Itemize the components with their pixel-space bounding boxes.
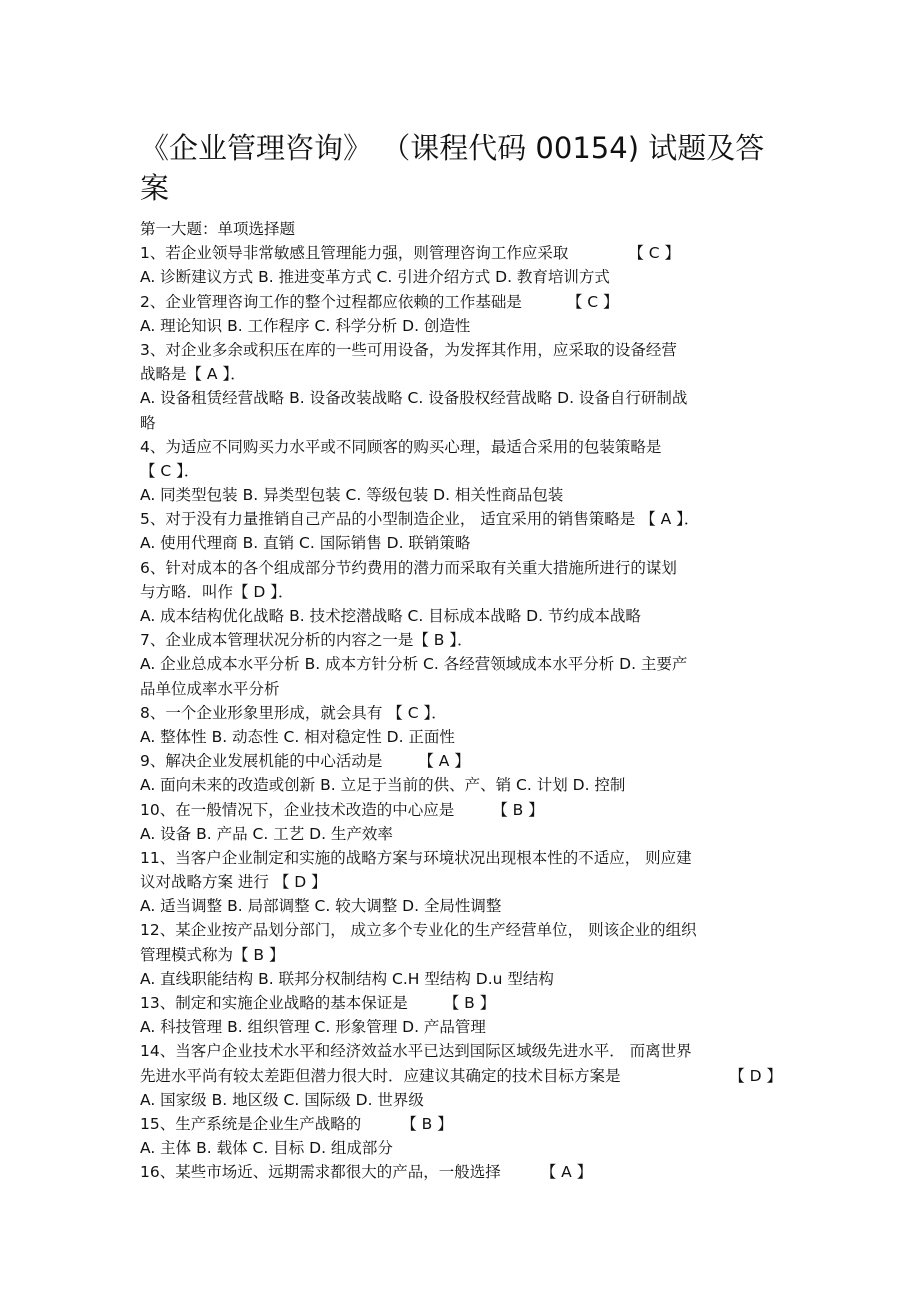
- question-11-options: A. 适当调整 B. 局部调整 C. 较大调整 D. 全局性调整: [140, 897, 502, 916]
- document-title: [140, 128, 780, 208]
- question-7-options-line-2: 品单位成率水平分析: [140, 679, 280, 698]
- question-6-options: A. 成本结构优化战略 B. 技术挖潜战略 C. 目标成本战略 D. 节约成本战略: [140, 607, 641, 625]
- question-5: 5、对于没有力量推销自己产品的小型制造企业， 适宜采用的销售策略是 【 A 】．: [140, 510, 700, 529]
- question-7: 7、企业成本管理状况分析的内容之一是【 B 】．: [140, 631, 473, 650]
- answer-mark: 【 B 】: [492, 800, 544, 819]
- question-15-options: A. 主体 B. 载体 C. 目标 D. 组成部分: [140, 1139, 393, 1158]
- question-10: [140, 798, 790, 822]
- question-6-line-2: 与方略．叫作【 D 】．: [140, 582, 294, 601]
- question-7-options-line-1: A. 企业总成本水平分析 B. 成本方针分析 C. 各经营领域成本水平分析 D. 主要产: [140, 655, 688, 674]
- answer-mark: 【 A 】: [540, 1163, 593, 1182]
- question-14-options: A. 国家级 B. 地区级 C. 国际级 D. 世界级: [140, 1090, 424, 1109]
- question-9: [140, 749, 790, 773]
- question-14-line-2: [140, 1064, 790, 1088]
- question-list: [140, 217, 790, 1185]
- question-3-options-line-1: A. 设备租赁经营战略 B. 设备改装战略 C. 设备股权经营战略 D. 设备自行研制战: [140, 389, 688, 408]
- question-15: [140, 1112, 790, 1136]
- answer-mark: 【 A 】: [418, 752, 470, 771]
- question-12-line-1: 12、某企业按产品划分部门， 成立多个专业化的生产经营单位， 则该企业的组织: [140, 921, 697, 940]
- title-line-2: 案: [140, 171, 170, 205]
- question-11-line-1: 11、当客户企业制定和实施的战略方案与环境状况出现根本性的不适应， 则应建: [140, 848, 692, 867]
- answer-mark: 【 B 】: [401, 1114, 453, 1133]
- question-2-options: A. 理论知识 B. 工作程序 C. 科学分析 D. 创造性: [140, 316, 471, 335]
- answer-mark: 【 C 】: [566, 292, 619, 311]
- question-12-line-2: 管理模式称为【 B 】: [140, 945, 285, 964]
- question-14-line-1: 14、当客户企业技术水平和经济效益水平已达到国际区域级先进水平． 而离世界: [140, 1042, 692, 1061]
- question-text: 先进水平尚有较太差距但潜力很大时．应建议其确定的技术目标方案是: [140, 1066, 621, 1085]
- question-3-options-line-2: 略: [140, 413, 156, 432]
- question-11-line-2: 议对战略方案 进行 【 D 】: [140, 873, 327, 892]
- question-3-line-2: 战略是【 A 】．: [140, 365, 246, 384]
- question-5-options: A. 使用代理商 B. 直销 C. 国际销售 D. 联销策略: [140, 534, 471, 553]
- question-text: 15、生产系统是企业生产战略的: [140, 1114, 362, 1133]
- answer-mark: 【 B 】: [443, 994, 496, 1012]
- question-text: 16、某些市场近、远期需求都很大的产品，一般选择: [140, 1163, 501, 1182]
- question-8: 8、一个企业形象里形成，就会具有 【 C 】．: [140, 703, 447, 722]
- section-heading: 第一大题：单项选择题: [140, 220, 296, 238]
- question-9-options: A. 面向未来的改造或创新 B. 立足于当前的供、产、销 C. 计划 D. 控制: [140, 776, 626, 795]
- question-2: [140, 290, 790, 314]
- question-13: [140, 991, 790, 1015]
- title-line-1: 《企业管理咨询》 （课程代码 00154) 试题及答: [140, 131, 765, 165]
- question-1: [140, 241, 790, 265]
- answer-mark: 【 D 】: [729, 1066, 782, 1085]
- question-text: 9、解决企业发展机能的中心活动是: [140, 752, 383, 771]
- question-4-options: A. 同类型包装 B. 异类型包装 C. 等级包装 D. 相关性商品包装: [140, 486, 564, 505]
- answer-mark: 【 C 】: [628, 244, 681, 263]
- question-text: 2、企业管理咨询工作的整个过程都应依赖的工作基础是: [140, 292, 522, 311]
- question-16: [140, 1160, 790, 1184]
- question-1-options: A. 诊断建议方式 B. 推进变革方式 C. 引进介绍方式 D. 教育培训方式: [140, 268, 610, 287]
- question-4-line-2: 【 C 】．: [140, 461, 200, 480]
- question-text: 13、制定和实施企业战略的基本保证是: [140, 994, 408, 1012]
- question-8-options: A. 整体性 B. 动态性 C. 相对稳定性 D. 正面性: [140, 727, 455, 746]
- question-6-line-1: 6、针对成本的各个组成部分节约费用的潜力而采取有关重大措施所进行的谋划: [140, 558, 677, 577]
- question-12-options: A. 直线职能结构 B. 联邦分权制结构 C.H 型结构 D.u 型结构: [140, 969, 554, 988]
- question-text: 1、若企业领导非常敏感且管理能力强，则管理咨询工作应采取: [140, 244, 569, 263]
- question-4-line-1: 4、为适应不同购买力水平或不同顾客的购买心理，最适合采用的包装策略是: [140, 437, 662, 456]
- question-text: 10、在一般情况下，企业技术改造的中心应是: [140, 800, 455, 819]
- question-13-options: A. 科技管理 B. 组织管理 C. 形象管理 D. 产品管理: [140, 1018, 486, 1037]
- question-3-line-1: 3、对企业多余或积压在库的一些可用设备，为发挥其作用，应采取的设备经营: [140, 340, 677, 359]
- question-10-options: A. 设备 B. 产品 C. 工艺 D. 生产效率: [140, 824, 393, 843]
